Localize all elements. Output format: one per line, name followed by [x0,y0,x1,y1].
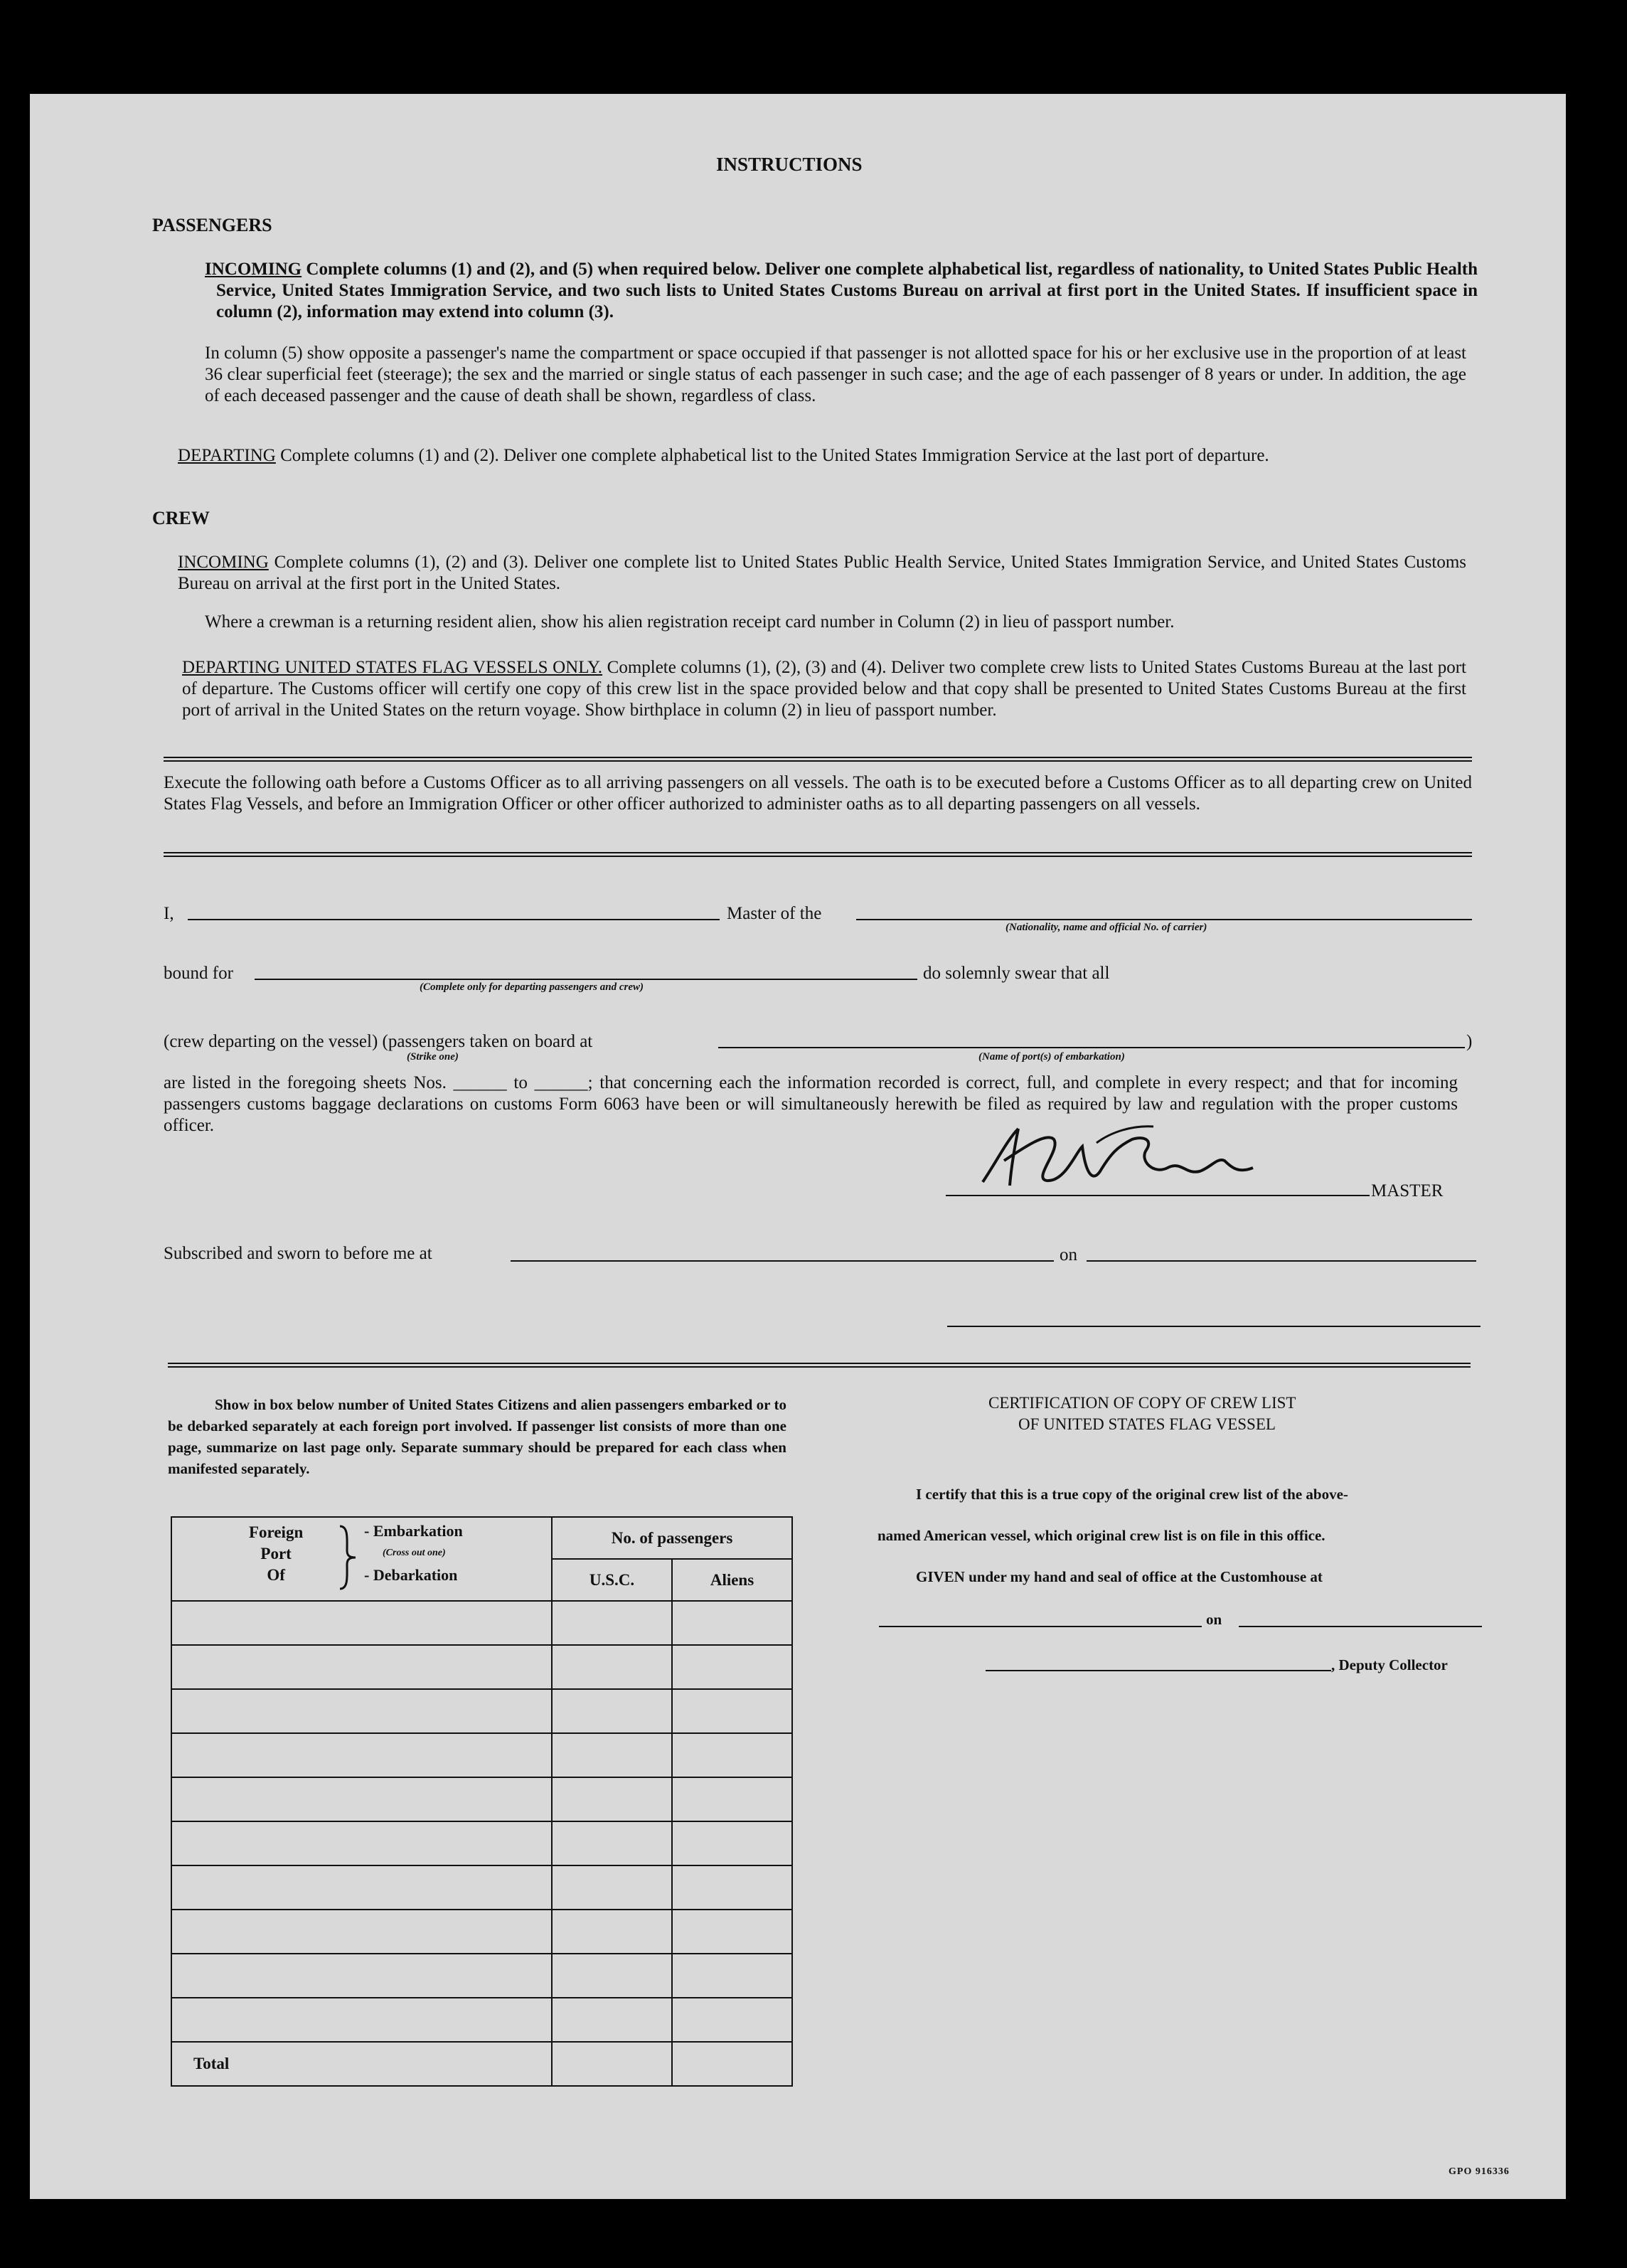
port-cell[interactable] [171,1645,552,1689]
usc-cell[interactable] [552,1865,672,1910]
port-cell[interactable] [171,1601,552,1645]
deputy-signature-line[interactable] [986,1670,1331,1671]
deputy-collector-label: , Deputy Collector [1331,1656,1448,1673]
certification-title-2: OF UNITED STATES FLAG VESSEL [1018,1415,1276,1433]
master-of-the-label: Master of the [727,904,822,923]
certification-line-3: GIVEN under my hand and seal of office at the Customhouse at [916,1568,1323,1585]
aliens-header: Aliens [672,1559,792,1601]
sworn-place-line[interactable] [511,1260,1054,1262]
master-label: MASTER [1371,1181,1444,1200]
complete-note: (Complete only for departing passengers and crew) [420,981,644,993]
aliens-cell[interactable] [672,1954,792,1998]
table-row [171,1689,792,1733]
divider [164,757,1472,762]
cross-out-note: (Cross out one) [383,1548,446,1558]
passengers-incoming-paragraph [205,259,1478,323]
foreign-port-header [171,1517,552,1601]
listed-paragraph: are listed in the foregoing sheets Nos. ______ to ______; that concerning each the information recorded is correct, full, and complete in every respect; and that for incoming passengers customs baggage declarations on customs Form 6063 have been or will simultaneously herewith be filed as required by law and regulation with the proper customs officer. [164,1073,1458,1135]
aliens-cell[interactable] [672,1601,792,1645]
sworn-on-label: on [1060,1245,1077,1265]
port-cell[interactable] [171,1865,552,1910]
port-label: Port [260,1545,292,1562]
brace-icon [337,1525,358,1590]
table-row [171,1777,792,1821]
usc-cell[interactable] [552,1777,672,1821]
aliens-cell[interactable] [672,1777,792,1821]
bound-for-line[interactable] [255,979,917,980]
strike-note: (Strike one) [407,1051,459,1063]
table-row [171,1821,792,1865]
crew-departing-text: Complete columns (1), (2), (3) and (4). Deliver two complete crew lists to United States Customs Bureau at the last port of departure. The Customs officer will certify one copy of this crew list in the space provided below and that copy shall be presented to United States Customs Bureau at the first port of arrival in the United States on the return voyage. Show birthplace in column (2) in lieu of passport number. [182,658,1466,720]
officer-signature-line[interactable] [947,1326,1481,1327]
port-note: (Name of port(s) of embarkation) [978,1051,1125,1063]
divider [168,1363,1471,1368]
table-row [171,1910,792,1954]
master-signature [940,1118,1338,1196]
aliens-cell[interactable] [672,1689,792,1733]
crew-departing-label: DEPARTING UNITED STATES FLAG VESSELS ONLY. [182,658,603,677]
passenger-summary-table [171,1516,793,2087]
passengers-departing-text: Complete columns (1) and (2). Deliver one complete alphabetical list to the United States Immigration Service at the last port of departure. [280,446,1269,465]
port-embarkation-line[interactable] [718,1047,1465,1048]
table-row [171,1733,792,1777]
table-row [171,1645,792,1689]
close-paren: ) [1466,1032,1473,1051]
aliens-cell[interactable] [672,1821,792,1865]
port-cell[interactable] [171,1821,552,1865]
table-header-row [171,1517,792,1559]
form-page [30,94,1566,2199]
debarkation-label: - Debarkation [364,1566,458,1584]
port-cell[interactable] [171,1954,552,1998]
crew-incoming-label: INCOMING [178,553,269,572]
page-title: INSTRUCTIONS [716,154,863,175]
passengers-incoming-text: Complete columns (1) and (2), and (5) when required below. Deliver one complete alphabetical list, regardless of nationality, to United States Public Health Service, United States Immigration Service, and two such lists to United States Customs Bureau on arrival at first port in the United States. If insufficient space in column (2), information may extend into column (3). [216,260,1478,321]
aliens-cell[interactable] [672,1645,792,1689]
usc-cell[interactable] [552,1910,672,1954]
nationality-note: (Nationality, name and official No. of carrier) [1005,922,1207,933]
certification-on-label: on [1206,1611,1222,1628]
table-row [171,1865,792,1910]
port-cell[interactable] [171,1689,552,1733]
usc-cell[interactable] [552,1998,672,2042]
certification-date-line[interactable] [1239,1626,1482,1627]
total-row [171,2042,792,2086]
usc-cell[interactable] [552,1821,672,1865]
master-name-line[interactable] [188,919,720,920]
passengers-departing-paragraph [178,445,1466,467]
subscribed-label: Subscribed and sworn to before me at [164,1244,432,1263]
bound-for-label: bound for [164,964,233,983]
table-row [171,1998,792,2042]
oath-i: I, [164,904,174,923]
usc-cell[interactable] [552,1733,672,1777]
crew-incoming-text: Complete columns (1), (2) and (3). Deliver one complete list to United States Public Health Service, United States Immigration Service, and United States Customs Bureau on arrival at the first port in the United States. [178,553,1467,593]
aliens-cell[interactable] [672,1998,792,2042]
aliens-total-cell[interactable] [672,2042,792,2086]
crew-passengers-text: (crew departing on the vessel) (passengers taken on board at [164,1032,593,1051]
oath-intro: Execute the following oath before a Customs Officer as to all arriving passengers on all vessels. The oath is to be executed before a Customs Officer as to all departing crew on United States Flag Vessels, and before an Immigration Officer or other officer authorized to administer oaths as to all departing passengers on all vessels. [164,773,1472,814]
crew-heading: CREW [152,508,210,528]
of-label: Of [267,1566,285,1584]
certification-line-2: named American vessel, which original crew list is on file in this office. [877,1527,1325,1544]
master-signature-line[interactable] [946,1195,1370,1196]
port-cell[interactable] [171,1910,552,1954]
passengers-incoming-label: INCOMING [205,260,302,279]
usc-cell[interactable] [552,1601,672,1645]
certification-title-1: CERTIFICATION OF COPY OF CREW LIST [988,1394,1296,1412]
crew-departing-paragraph [182,657,1466,721]
embarkation-label: - Embarkation [364,1522,463,1540]
port-cell[interactable] [171,1733,552,1777]
crew-incoming-paragraph [178,552,1466,595]
summary-instructions: Show in box below number of United States Citizens and alien passengers embarked or to be debarked separately at each foreign port involved. If passenger list consists of more than one page, summarize on last page only. Separate summary should be prepared for each class when manifested separately. [168,1396,786,1477]
aliens-cell[interactable] [672,1910,792,1954]
usc-header: U.S.C. [552,1559,672,1601]
passengers-departing-label: DEPARTING [178,446,276,465]
passengers-heading: PASSENGERS [152,215,272,235]
foreign-label: Foreign [249,1523,304,1541]
table-row [171,1954,792,1998]
no-passengers-header: No. of passengers [552,1517,792,1559]
sworn-date-line[interactable] [1087,1260,1476,1262]
carrier-line[interactable] [856,919,1472,920]
usc-cell[interactable] [552,1689,672,1733]
table-row [171,1601,792,1645]
port-cell[interactable] [171,1777,552,1821]
gpo-code: GPO 916336 [1449,2166,1510,2177]
swear-text: do solemnly swear that all [923,964,1110,983]
crew-resident-paragraph: Where a crewman is a returning resident alien, show his alien registration receipt card number in Column (2) in lieu of passport number. [205,612,1175,632]
aliens-cell[interactable] [672,1865,792,1910]
usc-total-cell[interactable] [552,2042,672,2086]
passengers-column5-paragraph: In column (5) show opposite a passenger's name the compartment or space occupied if that passenger is not allotted space for his or her exclusive use in the proportion of at least 36 clear superficial feet (steerage); the sex and the married or single status of each passenger in such case; and the age of each passenger of 8 years or under. In addition, the age of each deceased passenger and the cause of death shall be shown, regardless of class. [205,344,1466,405]
certification-line-1: I certify that this is a true copy of the original crew list of the above- [916,1486,1348,1503]
usc-cell[interactable] [552,1645,672,1689]
aliens-cell[interactable] [672,1733,792,1777]
total-label: Total [171,2042,552,2086]
port-cell[interactable] [171,1998,552,2042]
divider [164,852,1472,857]
usc-cell[interactable] [552,1954,672,1998]
customhouse-line[interactable] [879,1626,1202,1627]
